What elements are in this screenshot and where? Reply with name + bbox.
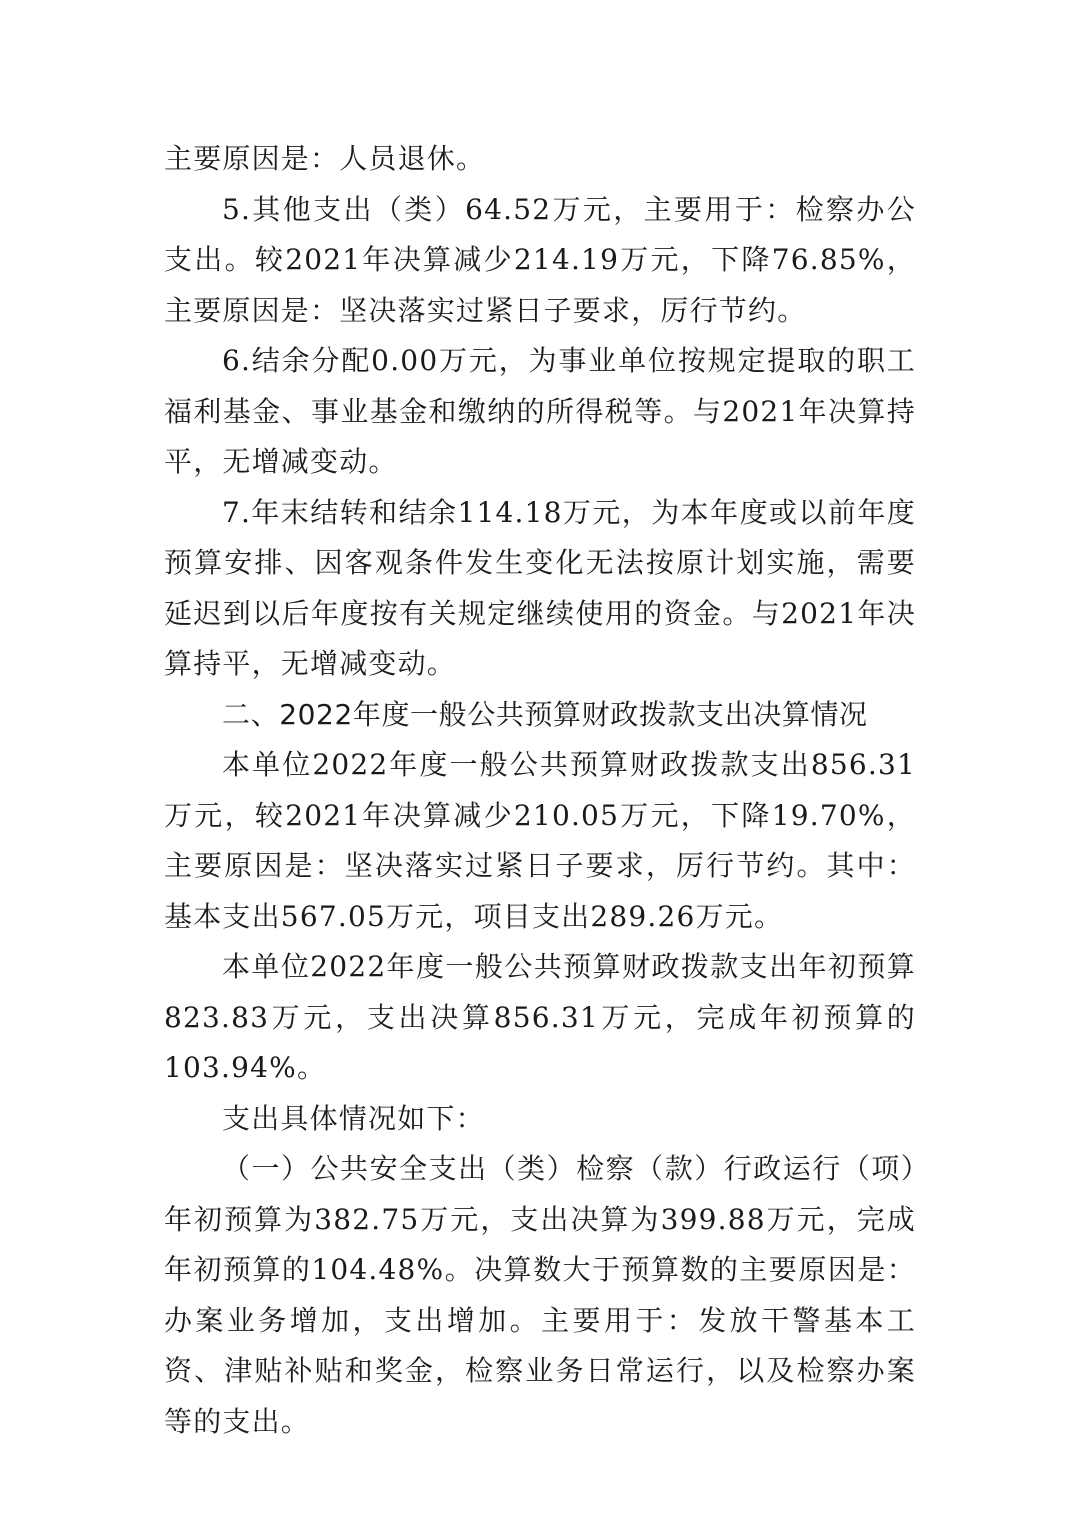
paragraph-details-intro: 支出具体情况如下： — [222, 1101, 485, 1135]
paragraph-budget-completion: 本单位2022年度一般公共预算财政拨款支出年初预算823.83万元，支出决算856.31万元，完成年初预算的103.94%。 — [164, 950, 916, 1084]
document-body — [164, 134, 916, 1447]
paragraph-retirement-reason: 主要原因是：人员退休。 — [164, 142, 486, 175]
paragraph-public-security-expenditure: （一）公共安全支出（类）检察（款）行政运行（项）年初预算为382.75万元，支出决算为399.88万元，完成年初预算的104.48%。决算数大于预算数的主要原因是：办案业务增加，支出增加。主要用于：发放干警基本工资、津贴补贴和奖金，检察业务日常运行，以及检察办案等的支出。 — [164, 1152, 916, 1438]
section-heading-general-budget: 二、2022年度一般公共预算财政拨款支出决算情况 — [222, 697, 868, 731]
paragraph-general-budget-expenditure: 本单位2022年度一般公共预算财政拨款支出856.31万元，较2021年决算减少210.05万元，下降19.70%，主要原因是：坚决落实过紧日子要求，厉行节约。其中：基本支出567.05万元，项目支出289.26万元。 — [164, 748, 916, 933]
paragraph-surplus-distribution: 6.结余分配0.00万元，为事业单位按规定提取的职工福利基金、事业基金和缴纳的所得税等。与2021年决算持平，无增减变动。 — [164, 344, 916, 478]
paragraph-other-expenditure: 5.其他支出（类）64.52万元，主要用于：检察办公支出。较2021年决算减少214.19万元，下降76.85%，主要原因是：坚决落实过紧日子要求，厉行节约。 — [164, 192, 916, 327]
paragraph-year-end-carryover: 7.年末结转和结余114.18万元，为本年度或以前年度预算安排、因客观条件发生变化无法按原计划实施，需要延迟到以后年度按有关规定继续使用的资金。与2021年决算持平，无增减变动。 — [164, 495, 916, 680]
